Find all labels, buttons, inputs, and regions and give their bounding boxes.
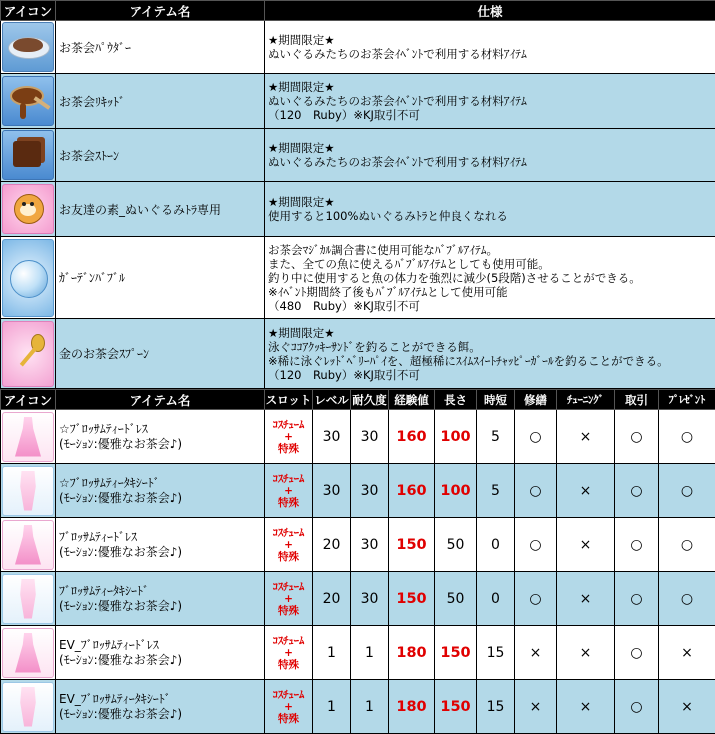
table-row [1,74,715,129]
present-mark: ○ [659,518,715,572]
table-header-row [1,1,715,21]
trade-mark: ○ [615,518,659,572]
tuning-mark: × [557,572,615,626]
level-value: 30 [313,464,351,518]
item-name: ﾌﾞﾛｯｻﾑﾃｨｰﾀｷｼｰﾄﾞ (ﾓｰｼｮﾝ:優雅なお茶会♪) [56,572,265,626]
trade-mark: ○ [615,572,659,626]
header-exp: 経験値 [389,390,435,410]
golden-spoon-icon [2,321,54,387]
tiger-plush-icon [2,184,54,234]
trade-mark: ○ [615,410,659,464]
durability-value: 30 [351,410,389,464]
item-spec: ★期間限定★ ぬいぐるみたちのお茶会ｲﾍﾞﾝﾄで利用する材料ｱｲﾃﾑ （120 Ruby）※KJ取引不可 [265,74,715,129]
table-row [1,410,715,464]
present-mark: ○ [659,464,715,518]
chocolate-stone-icon [2,130,54,180]
length-value: 50 [435,518,477,572]
table-row [1,680,715,734]
time-value: 0 [477,518,515,572]
length-value: 150 [435,626,477,680]
header-present: ﾌﾟﾚｾﾞﾝﾄ [659,390,715,410]
exp-value: 160 [389,410,435,464]
repair-mark: ○ [515,572,557,626]
length-value: 50 [435,572,477,626]
tuning-mark: × [557,626,615,680]
time-value: 5 [477,410,515,464]
header-level: レベル [313,390,351,410]
slot-value: ｺｽﾁｭｰﾑ + 特殊 [265,410,313,464]
blossom-tuxedo-icon [2,682,54,732]
level-value: 1 [313,626,351,680]
table-row [1,129,715,182]
durability-value: 30 [351,464,389,518]
header-trade: 取引 [615,390,659,410]
item-spec: ★期間限定★ 泳ぐｺｺｱｸｯｷｰｻﾝﾄﾞを釣ることができる餌。 ※稀に泳ぐﾚｯﾄﾞﾍﾞﾘｰﾊﾟｲを、超極稀にｽｲﾑｽｲｰﾄﾁｬｯﾋﾟｰｶﾞｰﾙを釣ることができる。 （120 Ruby）※KJ取引不可 [265,319,715,389]
repair-mark: × [515,626,557,680]
trade-mark: ○ [615,680,659,734]
repair-mark: ○ [515,518,557,572]
durability-value: 30 [351,572,389,626]
table-row [1,237,715,319]
header-slot: スロット [265,390,313,410]
item-name: ☆ﾌﾞﾛｯｻﾑﾃｨｰﾀｷｼｰﾄﾞ (ﾓｰｼｮﾝ:優雅なお茶会♪) [56,464,265,518]
length-value: 100 [435,464,477,518]
time-value: 0 [477,572,515,626]
item-name: お茶会ｽﾄｰﾝ [56,129,265,182]
header-durability: 耐久度 [351,390,389,410]
exp-value: 180 [389,680,435,734]
header-item-name: アイテム名 [56,390,265,410]
time-value: 5 [477,464,515,518]
costume-table [0,389,715,734]
repair-mark: ○ [515,410,557,464]
blossom-tuxedo-icon [2,466,54,516]
trade-mark: ○ [615,464,659,518]
header-time: 時短 [477,390,515,410]
level-value: 20 [313,518,351,572]
item-spec: ★期間限定★ ぬいぐるみたちのお茶会ｲﾍﾞﾝﾄで利用する材料ｱｲﾃﾑ [265,21,715,74]
exp-value: 180 [389,626,435,680]
header-repair: 修繕 [515,390,557,410]
durability-value: 1 [351,680,389,734]
repair-mark: × [515,680,557,734]
present-mark: ○ [659,410,715,464]
header-spec: 仕様 [265,1,715,21]
table-row [1,464,715,518]
table-row [1,182,715,237]
durability-value: 1 [351,626,389,680]
blossom-tuxedo-icon [2,574,54,624]
level-value: 20 [313,572,351,626]
exp-value: 160 [389,464,435,518]
header-icon: アイコン [1,1,56,21]
repair-mark: ○ [515,464,557,518]
time-value: 15 [477,680,515,734]
item-name: ｶﾞｰﾃﾞﾝﾊﾞﾌﾞﾙ [56,237,265,319]
level-value: 30 [313,410,351,464]
header-icon: アイコン [1,390,56,410]
length-value: 150 [435,680,477,734]
level-value: 1 [313,680,351,734]
tuning-mark: × [557,464,615,518]
table-row [1,572,715,626]
blossom-dress-icon [2,520,54,570]
tuning-mark: × [557,518,615,572]
bubble-icon [2,239,54,317]
slot-value: ｺｽﾁｭｰﾑ + 特殊 [265,680,313,734]
item-name: お茶会ﾘｷｯﾄﾞ [56,74,265,129]
item-name: 金のお茶会ｽﾌﾟｰﾝ [56,319,265,389]
header-item-name: アイテム名 [56,1,265,21]
exp-value: 150 [389,518,435,572]
item-spec: お茶会ﾏｼﾞｶﾙ調合書に使用可能なﾊﾞﾌﾞﾙｱｲﾃﾑ。 また、全ての魚に使えるﾊﾞﾌﾞﾙｱｲﾃﾑとしても使用可能。 釣り中に使用すると魚の体力を強烈に減少(5段階)させることができる。 ※ｲﾍﾞﾝﾄ期間終了後もﾊﾞﾌﾞﾙｱｲﾃﾑとして使用可能 （480 Ruby）※KJ取引不可 [265,237,715,319]
slot-value: ｺｽﾁｭｰﾑ + 特殊 [265,626,313,680]
tuning-mark: × [557,410,615,464]
length-value: 100 [435,410,477,464]
item-name: お友達の素_ぬいぐるみﾄﾗ専用 [56,182,265,237]
slot-value: ｺｽﾁｭｰﾑ + 特殊 [265,518,313,572]
trade-mark: ○ [615,626,659,680]
item-name: ☆ﾌﾞﾛｯｻﾑﾃｨｰﾄﾞﾚｽ (ﾓｰｼｮﾝ:優雅なお茶会♪) [56,410,265,464]
chocolate-liquid-spoon-icon [2,76,54,126]
item-name: ﾌﾞﾛｯｻﾑﾃｨｰﾄﾞﾚｽ (ﾓｰｼｮﾝ:優雅なお茶会♪) [56,518,265,572]
item-name: EV_ﾌﾞﾛｯｻﾑﾃｨｰﾄﾞﾚｽ (ﾓｰｼｮﾝ:優雅なお茶会♪) [56,626,265,680]
item-spec: ★期間限定★ ぬいぐるみたちのお茶会ｲﾍﾞﾝﾄで利用する材料ｱｲﾃﾑ [265,129,715,182]
tuning-mark: × [557,680,615,734]
time-value: 15 [477,626,515,680]
item-name: EV_ﾌﾞﾛｯｻﾑﾃｨｰﾀｷｼｰﾄﾞ (ﾓｰｼｮﾝ:優雅なお茶会♪) [56,680,265,734]
table-row [1,518,715,572]
item-spec: ★期間限定★ 使用すると100%ぬいぐるみﾄﾗと仲良くなれる [265,182,715,237]
item-name: お茶会ﾊﾟｳﾀﾞｰ [56,21,265,74]
table-row [1,319,715,389]
present-mark: × [659,626,715,680]
cocoa-powder-icon [2,22,54,72]
header-tuning: ﾁｭｰﾆﾝｸﾞ [557,390,615,410]
slot-value: ｺｽﾁｭｰﾑ + 特殊 [265,464,313,518]
slot-value: ｺｽﾁｭｰﾑ + 特殊 [265,572,313,626]
present-mark: × [659,680,715,734]
table-row [1,21,715,74]
blossom-dress-icon [2,412,54,462]
present-mark: ○ [659,572,715,626]
exp-value: 150 [389,572,435,626]
durability-value: 30 [351,518,389,572]
table-row [1,626,715,680]
header-length: 長さ [435,390,477,410]
blossom-dress-icon [2,628,54,678]
table-header-row [1,390,715,410]
